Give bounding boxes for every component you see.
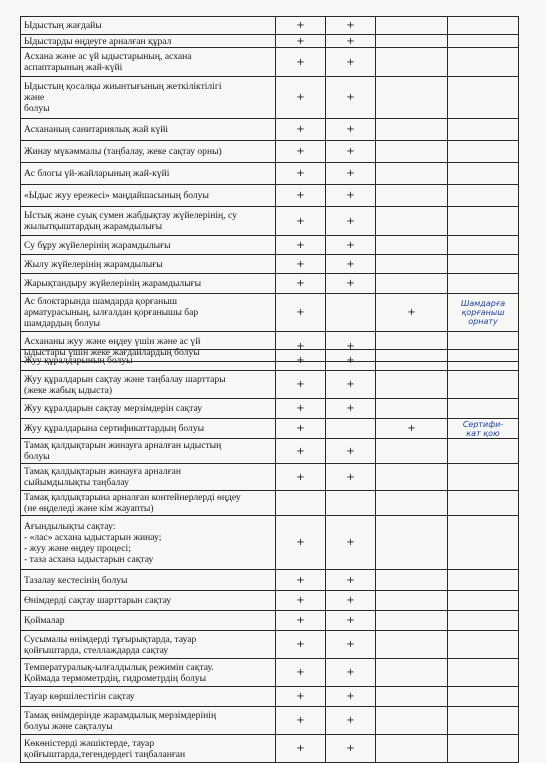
mark-cell-checked: + — [326, 631, 376, 659]
table-row — [21, 371, 519, 399]
mark-cell-no — [376, 255, 448, 274]
criterion-cell: Тамақ қалдықтарын жинауға арналған сыйымдылықты таңбалау — [21, 464, 276, 491]
mark-cell-no — [376, 707, 448, 735]
mark-cell-yes: + — [276, 735, 326, 763]
mark-cell-yes: + — [276, 419, 326, 439]
criterion-cell: Жуу құралдарын сақтау және таңбалау шарттары (жеке жабық ыдыста) — [21, 371, 276, 399]
mark-cell-no — [376, 350, 448, 371]
note-cell — [448, 516, 519, 570]
mark-cell-yes: + — [276, 255, 326, 274]
mark-cell-no — [376, 687, 448, 707]
criterion-cell: Асхананы жуу және өңдеу үшін және ас үй ыдыстары үшін жеке жағдайлардың болуы — [21, 332, 276, 362]
mark-cell-yes: + — [276, 141, 326, 163]
mark-cell-checked: + — [326, 119, 376, 141]
mark-cell-yes: + — [276, 350, 326, 371]
criterion-cell: Сусымалы өнімдерді тұғырықтарда, тауар қойғыштарда, стеллаждарда сақтау — [21, 631, 276, 659]
table-row — [21, 255, 519, 274]
criterion-cell: Жинау мүкәммалы (таңбалау, жеке сақтау орны) — [21, 141, 276, 163]
criterion-cell: Тамақ қалдықтарын жинауға арналған ыдыстың болуы — [21, 439, 276, 464]
mark-cell-no — [376, 516, 448, 570]
mark-cell-checked: + — [326, 141, 376, 163]
table-row — [21, 631, 519, 659]
note-cell — [448, 659, 519, 687]
mark-cell-checked: + — [326, 17, 376, 35]
note-cell — [448, 77, 519, 119]
mark-cell-checked: + — [326, 464, 376, 491]
criterion-cell: Өнімдерді сақтау шарттарын сақтау — [21, 591, 276, 611]
note-cell — [448, 236, 519, 255]
note-cell — [448, 707, 519, 735]
mark-cell-no — [376, 570, 448, 591]
mark-cell-yes: + — [276, 17, 326, 35]
table-row — [21, 464, 519, 491]
mark-cell-yes: + — [276, 185, 326, 207]
table-row — [21, 570, 519, 591]
note-cell — [448, 591, 519, 611]
note-cell — [448, 491, 519, 516]
criterion-cell: Жарықтандыру жүйелерінің жарамдылығы — [21, 274, 276, 294]
mark-cell-no — [376, 163, 448, 185]
criterion-cell: Қоймалар — [21, 611, 276, 631]
inspection-table-1 — [20, 16, 519, 362]
mark-cell-no — [376, 735, 448, 763]
criterion-cell: Көкөністерді жәшіктерде, тауар қойғыштарда,тегендердегі таңбаланған — [21, 735, 276, 763]
criterion-cell: Ас блоктарында шамдарда қорғаныш арматурасының, ылғалдан қорғанышы бар шамдардың болуы — [21, 294, 276, 332]
note-cell — [448, 48, 519, 77]
table-row — [21, 611, 519, 631]
mark-cell-yes: + — [276, 464, 326, 491]
table-row — [21, 163, 519, 185]
criterion-cell: Тамақ қалдықтарына арналған контейнерлерді өңдеу (не өңделеді және кім жауапты) — [21, 491, 276, 516]
mark-cell-yes: + — [276, 48, 326, 77]
mark-cell-no — [376, 185, 448, 207]
table-row — [21, 687, 519, 707]
mark-cell-no: + — [376, 294, 448, 332]
mark-cell-checked — [326, 491, 376, 516]
mark-cell-yes: + — [276, 570, 326, 591]
mark-cell-yes: + — [276, 163, 326, 185]
mark-cell-checked: + — [326, 611, 376, 631]
mark-cell-no — [376, 207, 448, 236]
mark-cell-no — [376, 439, 448, 464]
note-cell — [448, 119, 519, 141]
criterion-cell: Ыдыстарды өңдеуге арналған құрал — [21, 35, 276, 48]
criterion-cell: Ыдыстың қосалқы жиынтығының жеткіліктілігі және болуы — [21, 77, 276, 119]
table-row — [21, 735, 519, 763]
mark-cell-yes — [276, 491, 326, 516]
mark-cell-checked: + — [326, 274, 376, 294]
mark-cell-checked: + — [326, 687, 376, 707]
mark-cell-checked: + — [326, 735, 376, 763]
criterion-cell: Жылу жүйелерінің жарамдылығы — [21, 255, 276, 274]
mark-cell-yes: + — [276, 611, 326, 631]
mark-cell-checked: + — [326, 185, 376, 207]
note-cell — [448, 141, 519, 163]
criterion-cell: Асхана және ас үй ыдыстарының, асхана аспаптарының жай-күйі — [21, 48, 276, 77]
mark-cell-checked: + — [326, 399, 376, 419]
mark-cell-no — [376, 35, 448, 48]
mark-cell-yes: + — [276, 516, 326, 570]
table-row — [21, 48, 519, 77]
note-cell — [448, 631, 519, 659]
note-cell — [448, 371, 519, 399]
table-row — [21, 17, 519, 35]
mark-cell-yes: + — [276, 207, 326, 236]
note-cell — [448, 735, 519, 763]
mark-cell-no — [376, 141, 448, 163]
note-cell — [448, 207, 519, 236]
mark-cell-yes: + — [276, 687, 326, 707]
mark-cell-checked: + — [326, 707, 376, 735]
mark-cell-no — [376, 591, 448, 611]
note-cell: Шамдарға қорғаныш орнату — [448, 294, 519, 332]
mark-cell-yes: + — [276, 591, 326, 611]
note-cell — [448, 399, 519, 419]
mark-cell-yes: + — [276, 439, 326, 464]
criterion-cell: Жуу құралдарына сертификаттардың болуы — [21, 419, 276, 439]
mark-cell-no — [376, 17, 448, 35]
mark-cell-no — [376, 236, 448, 255]
table-row — [21, 659, 519, 687]
mark-cell-checked: + — [326, 236, 376, 255]
criterion-cell: Асхананың санитариялық жай күйі — [21, 119, 276, 141]
note-cell: Сертифи- кат қою — [448, 419, 519, 439]
table-row — [21, 35, 519, 48]
mark-cell-checked — [326, 294, 376, 332]
table-row — [21, 491, 519, 516]
criterion-cell: Ас блогы үй-жайларының жай-күйі — [21, 163, 276, 185]
mark-cell-checked: + — [326, 439, 376, 464]
table-row — [21, 77, 519, 119]
criterion-cell: Тазалау кестесінің болуы — [21, 570, 276, 591]
mark-cell-yes: + — [276, 332, 326, 362]
mark-cell-no — [376, 119, 448, 141]
mark-cell-yes: + — [276, 631, 326, 659]
table-row — [21, 399, 519, 419]
table-row — [21, 207, 519, 236]
table-row — [21, 350, 519, 371]
mark-cell-checked: + — [326, 591, 376, 611]
mark-cell-checked: + — [326, 255, 376, 274]
mark-cell-yes: + — [276, 399, 326, 419]
note-cell — [448, 570, 519, 591]
mark-cell-no — [376, 399, 448, 419]
mark-cell-no — [376, 274, 448, 294]
table-row — [21, 185, 519, 207]
mark-cell-checked: + — [326, 570, 376, 591]
mark-cell-no: + — [376, 419, 448, 439]
mark-cell-no — [376, 371, 448, 399]
mark-cell-no — [376, 631, 448, 659]
mark-cell-yes: + — [276, 119, 326, 141]
mark-cell-checked: + — [326, 163, 376, 185]
criterion-cell: Жуу құралдарының болуы — [21, 350, 276, 371]
mark-cell-checked: + — [326, 659, 376, 687]
table-row — [21, 419, 519, 439]
note-cell — [448, 163, 519, 185]
table-row — [21, 439, 519, 464]
table-row — [21, 294, 519, 332]
note-cell — [448, 35, 519, 48]
table-row — [21, 274, 519, 294]
mark-cell-yes: + — [276, 659, 326, 687]
mark-cell-yes: + — [276, 707, 326, 735]
mark-cell-no — [376, 77, 448, 119]
criterion-cell: Ыстық және суық сумен жабдықтау жүйелерінің, су жылытқыштардың жарамдылығы — [21, 207, 276, 236]
table-row — [21, 236, 519, 255]
mark-cell-yes: + — [276, 35, 326, 48]
note-cell — [448, 439, 519, 464]
table-row — [21, 516, 519, 570]
note-cell — [448, 255, 519, 274]
note-cell — [448, 17, 519, 35]
mark-cell-checked: + — [326, 350, 376, 371]
criterion-cell: Ағындылықты сақтау: - «лас» асхана ыдыстарын жинау; - жуу және өңдеу процесі; - таза асхана ыдыстарын сақтау — [21, 516, 276, 570]
mark-cell-checked: + — [326, 371, 376, 399]
mark-cell-yes: + — [276, 274, 326, 294]
mark-cell-yes: + — [276, 236, 326, 255]
mark-cell-checked: + — [326, 516, 376, 570]
note-cell — [448, 274, 519, 294]
mark-cell-no — [376, 659, 448, 687]
note-cell — [448, 687, 519, 707]
table-row — [21, 707, 519, 735]
criterion-cell: Су бұру жүйелерінің жарамдылығы — [21, 236, 276, 255]
mark-cell-no — [376, 611, 448, 631]
note-cell — [448, 611, 519, 631]
criterion-cell: Ыдыстың жағдайы — [21, 17, 276, 35]
mark-cell-checked: + — [326, 77, 376, 119]
table-row — [21, 591, 519, 611]
note-cell — [448, 464, 519, 491]
table-row — [21, 141, 519, 163]
mark-cell-checked: + — [326, 332, 376, 362]
inspection-table-2 — [20, 349, 519, 763]
note-cell — [448, 350, 519, 371]
mark-cell-yes: + — [276, 371, 326, 399]
mark-cell-no — [376, 464, 448, 491]
criterion-cell: Тамақ өнімдерінде жарамдылық мерзімдерінің болуы және сақталуы — [21, 707, 276, 735]
criterion-cell: Тауар көршілестігін сақтау — [21, 687, 276, 707]
criterion-cell: Жуу құралдарын сақтау мерзімдерін сақтау — [21, 399, 276, 419]
criterion-cell: Температуралық-ылғалдылық режимін сақтау. Қоймада термометрдің, гидрометрдің болуы — [21, 659, 276, 687]
mark-cell-checked: + — [326, 35, 376, 48]
mark-cell-checked: + — [326, 48, 376, 77]
criterion-cell: «Ыдыс жуу ережесі» маңдайшасының болуы — [21, 185, 276, 207]
mark-cell-checked: + — [326, 207, 376, 236]
note-cell — [448, 185, 519, 207]
mark-cell-no — [376, 48, 448, 77]
mark-cell-yes: + — [276, 294, 326, 332]
table-row — [21, 119, 519, 141]
mark-cell-checked — [326, 419, 376, 439]
mark-cell-yes: + — [276, 77, 326, 119]
mark-cell-no — [376, 491, 448, 516]
